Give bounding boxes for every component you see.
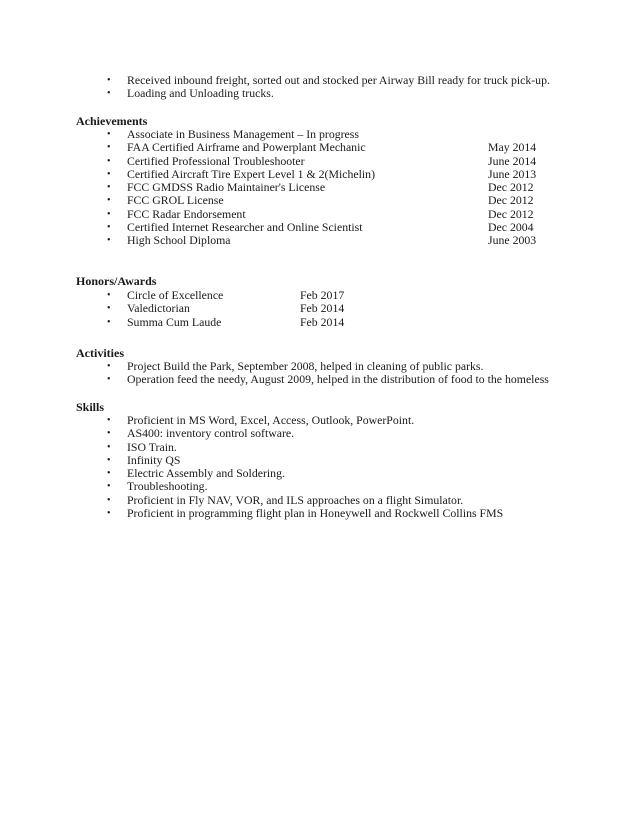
list-item-text: FAA Certified Airframe and Powerplant Mechanic	[127, 140, 366, 155]
bullet-icon: •	[107, 415, 111, 426]
bullet-icon: •	[107, 290, 111, 301]
list-item-date: June 2013	[488, 166, 537, 181]
list-item-date: Dec 2004	[488, 220, 534, 235]
list-item-text: Certified Aircraft Tire Expert Level 1 & 2(Michelin)	[127, 166, 375, 181]
list-item-text: ISO Train.	[127, 439, 177, 454]
list-item-date: May 2014	[488, 140, 537, 155]
bullet-icon: •	[107, 428, 111, 440]
list-item-text: FCC GROL License	[127, 193, 224, 208]
activities-heading: Activities	[76, 346, 124, 360]
bullet-icon: •	[107, 182, 111, 194]
bullet-icon: •	[107, 303, 111, 315]
list-item-date: Dec 2012	[488, 193, 534, 208]
list-item-text: Troubleshooting.	[127, 479, 208, 494]
bullet-icon: •	[107, 361, 111, 372]
list-item-text: Proficient in programming flight plan in Honeywell and Rockwell Collins FMS	[127, 506, 504, 521]
list-item-date: June 2014	[488, 153, 537, 168]
bullet-icon: •	[107, 235, 111, 247]
bullet-icon: •	[107, 195, 111, 207]
list-item-date: Dec 2012	[488, 180, 534, 195]
list-item-text: Project Build the Park, September 2008, helped in cleaning of public parks.	[127, 359, 484, 373]
bullet-icon: •	[107, 129, 111, 140]
bullet-icon: •	[107, 508, 111, 520]
list-item-text: Circle of Excellence	[127, 288, 224, 302]
list-item-date: Dec 2012	[488, 206, 534, 221]
list-item-text: Associate in Business Management – In progress	[127, 127, 359, 141]
list-item-text: Summa Cum Laude	[127, 314, 222, 329]
bullet-icon: •	[107, 316, 111, 328]
list-item-text: Valedictorian	[127, 301, 190, 316]
list-item-text: FCC GMDSS Radio Maintainer's License	[127, 180, 326, 195]
list-item-text: Certified Professional Troubleshooter	[127, 153, 305, 168]
bullet-icon: •	[107, 142, 111, 154]
list-item-text: AS400: inventory control software.	[127, 426, 295, 441]
achievements-heading: Achievements	[76, 114, 148, 128]
list-item-text: High School Diploma	[127, 233, 231, 248]
skills-heading: Skills	[76, 400, 105, 414]
list-item-date: Feb 2014	[300, 301, 345, 316]
bullet-icon: •	[107, 468, 111, 480]
list-item-text: Electric Assembly and Soldering.	[127, 466, 285, 481]
bullet-icon: •	[107, 75, 111, 86]
list-item-date: Feb 2017	[300, 288, 345, 302]
bullet-icon: •	[107, 208, 111, 220]
list-item-text: Operation feed the needy, August 2009, helped in the distribution of food to the homeless	[127, 372, 549, 387]
list-item-text: Certified Internet Researcher and Online Scientist	[127, 220, 363, 235]
bullet-icon: •	[107, 222, 111, 234]
bullet-icon: •	[107, 454, 111, 466]
bullet-icon: •	[107, 88, 111, 100]
honors-heading: Honors/Awards	[76, 274, 157, 288]
list-item-text: Received inbound freight, sorted out and stocked per Airway Bill ready for truck pick-up.	[127, 73, 550, 87]
list-item-text: FCC Radar Endorsement	[127, 206, 246, 221]
bullet-icon: •	[107, 481, 111, 493]
list-item-date: Feb 2014	[300, 314, 345, 329]
bullet-icon: •	[107, 494, 111, 506]
list-item-text: Proficient in MS Word, Excel, Access, Outlook, PowerPoint.	[127, 413, 415, 427]
bullet-icon: •	[107, 374, 111, 386]
list-item-text: Infinity QS	[127, 452, 181, 467]
list-item-text: Loading and Unloading trucks.	[127, 86, 274, 101]
bullet-icon: •	[107, 441, 111, 453]
bullet-icon: •	[107, 155, 111, 167]
list-item-text: Proficient in Fly NAV, VOR, and ILS approaches on a flight Simulator.	[127, 492, 464, 507]
bullet-icon: •	[107, 168, 111, 180]
list-item-date: June 2003	[488, 233, 537, 248]
